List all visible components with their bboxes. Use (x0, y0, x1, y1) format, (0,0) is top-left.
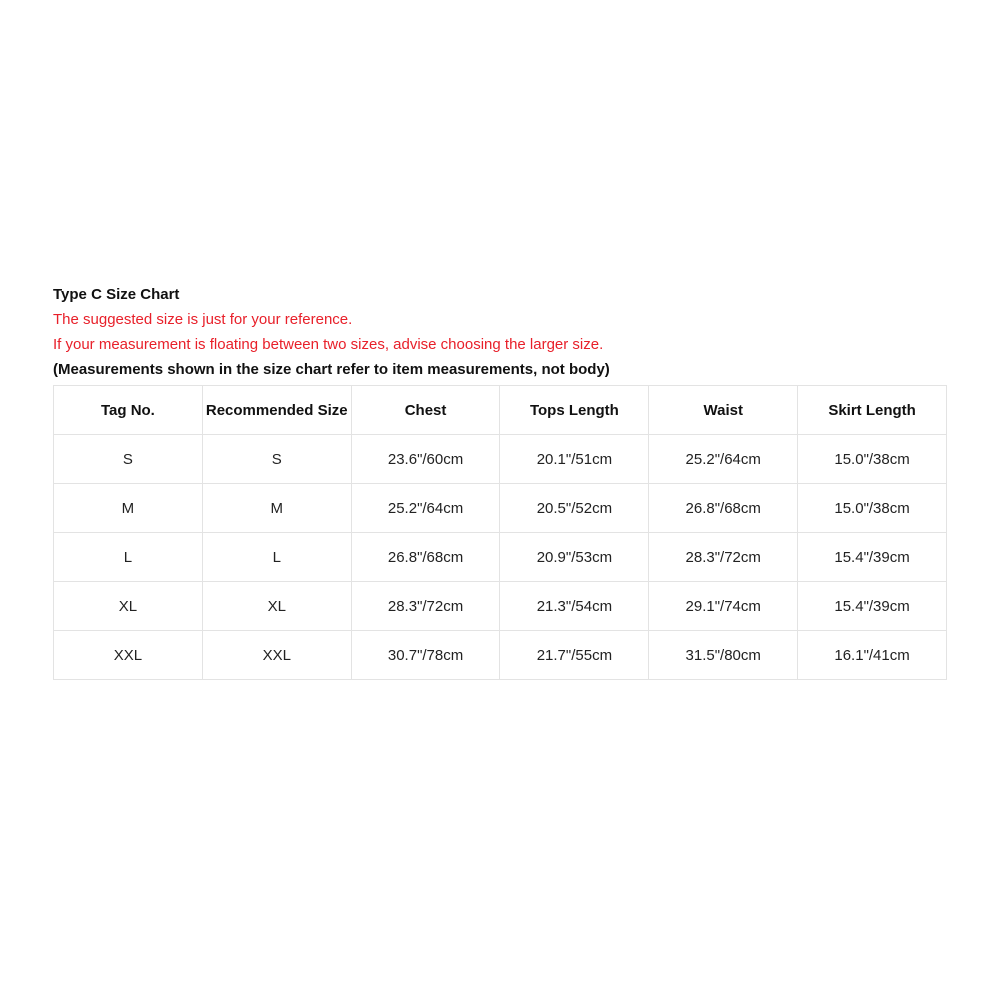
cell-recommended-size: L (202, 533, 351, 582)
cell-tag-no: S (54, 435, 203, 484)
cell-chest: 30.7"/78cm (351, 631, 500, 680)
cell-waist: 29.1"/74cm (649, 582, 798, 631)
table-row (54, 582, 947, 631)
table-row (54, 484, 947, 533)
cell-tops-length: 21.7"/55cm (500, 631, 649, 680)
cell-recommended-size: XXL (202, 631, 351, 680)
cell-tops-length: 20.5"/52cm (500, 484, 649, 533)
cell-skirt-length: 15.4"/39cm (798, 582, 947, 631)
cell-tops-length: 21.3"/54cm (500, 582, 649, 631)
size-chart-section (53, 282, 947, 680)
reference-note: The suggested size is just for your reference. (53, 311, 353, 328)
table-row (54, 631, 947, 680)
header-skirt-length: Skirt Length (798, 386, 947, 435)
header-waist: Waist (649, 386, 798, 435)
cell-waist: 31.5"/80cm (649, 631, 798, 680)
table-header-row (54, 386, 947, 435)
cell-tag-no: XL (54, 582, 203, 631)
chart-title: Type C Size Chart (53, 286, 180, 303)
cell-tops-length: 20.9"/53cm (500, 533, 649, 582)
measurement-disclaimer: (Measurements shown in the size chart refer to item measurements, not body) (53, 361, 610, 378)
table-row (54, 533, 947, 582)
cell-recommended-size: S (202, 435, 351, 484)
size-table (53, 385, 947, 680)
cell-tops-length: 20.1"/51cm (500, 435, 649, 484)
sizing-advice-note: If your measurement is floating between two sizes, advise choosing the larger size. (53, 336, 604, 353)
cell-waist: 25.2"/64cm (649, 435, 798, 484)
cell-chest: 26.8"/68cm (351, 533, 500, 582)
header-recommended-size: Recommended Size (202, 386, 351, 435)
cell-skirt-length: 15.4"/39cm (798, 533, 947, 582)
cell-skirt-length: 16.1"/41cm (798, 631, 947, 680)
cell-chest: 23.6"/60cm (351, 435, 500, 484)
cell-tag-no: XXL (54, 631, 203, 680)
header-tag-no: Tag No. (54, 386, 203, 435)
cell-recommended-size: XL (202, 582, 351, 631)
cell-tag-no: M (54, 484, 203, 533)
cell-recommended-size: M (202, 484, 351, 533)
cell-waist: 28.3"/72cm (649, 533, 798, 582)
cell-tag-no: L (54, 533, 203, 582)
table-row (54, 435, 947, 484)
cell-chest: 25.2"/64cm (351, 484, 500, 533)
cell-chest: 28.3"/72cm (351, 582, 500, 631)
cell-skirt-length: 15.0"/38cm (798, 435, 947, 484)
cell-waist: 26.8"/68cm (649, 484, 798, 533)
header-chest: Chest (351, 386, 500, 435)
cell-skirt-length: 15.0"/38cm (798, 484, 947, 533)
header-tops-length: Tops Length (500, 386, 649, 435)
